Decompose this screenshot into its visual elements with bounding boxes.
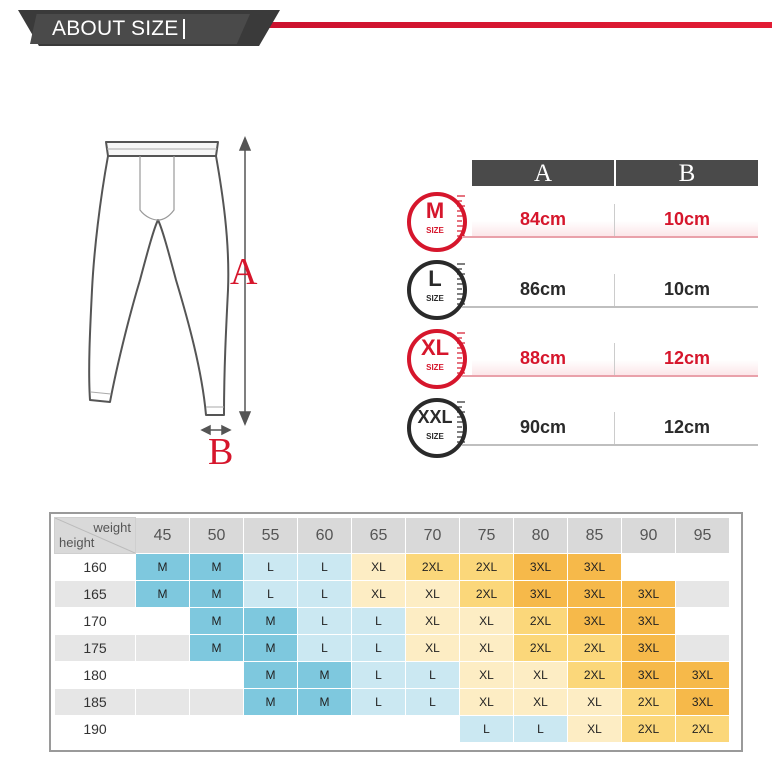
- measurement-a-value: 90cm: [519, 417, 567, 437]
- size-cell: M: [190, 635, 244, 662]
- size-cell: L: [298, 608, 352, 635]
- size-cell: XL: [352, 554, 406, 581]
- size-cell: 3XL: [568, 581, 622, 608]
- column-divider: [614, 204, 615, 236]
- row-underline: [462, 375, 758, 377]
- weight-header-cell: 90: [622, 518, 676, 554]
- weight-axis-label: weight: [93, 520, 131, 535]
- size-cell: L: [406, 662, 460, 689]
- measurement-row: [472, 339, 758, 377]
- size-cell: [676, 581, 730, 608]
- size-cell: 3XL: [676, 689, 730, 716]
- size-cell: [298, 716, 352, 743]
- size-cell: M: [190, 554, 244, 581]
- height-header-cell: 190: [55, 716, 136, 743]
- size-cell: 3XL: [568, 608, 622, 635]
- dimension-label-b: B: [208, 431, 234, 473]
- row-underline: [462, 236, 758, 238]
- measurement-header-a: A: [472, 160, 614, 186]
- size-badge-caption: SIZE: [426, 363, 444, 372]
- height-header-cell: 180: [55, 662, 136, 689]
- size-badge-caption: SIZE: [426, 432, 444, 441]
- size-chart-row: [55, 581, 730, 608]
- size-cell: XL: [568, 716, 622, 743]
- page-title: ABOUT SIZE: [52, 17, 179, 40]
- weight-header-cell: 80: [514, 518, 568, 554]
- row-underline: [462, 306, 758, 308]
- size-chart-row: [55, 662, 730, 689]
- size-cell: [136, 662, 190, 689]
- measurement-row: [472, 408, 758, 446]
- size-cell: [676, 608, 730, 635]
- size-cell: L: [298, 554, 352, 581]
- size-badge-letter: L: [428, 266, 442, 291]
- measurement-header-b: B: [616, 160, 758, 186]
- size-cell: L: [406, 689, 460, 716]
- size-cell: XL: [460, 608, 514, 635]
- size-badge: [405, 327, 467, 389]
- size-cell: 3XL: [676, 662, 730, 689]
- size-cell: M: [136, 554, 190, 581]
- size-badge-letter: XXL: [417, 407, 453, 427]
- size-cell: [352, 716, 406, 743]
- size-cell: L: [352, 662, 406, 689]
- size-cell: M: [136, 581, 190, 608]
- size-cell: L: [244, 554, 298, 581]
- size-cell: 2XL: [676, 716, 730, 743]
- size-chart: [54, 517, 730, 743]
- size-chart-row: [55, 689, 730, 716]
- size-cell: L: [460, 716, 514, 743]
- measurement-b-value: 10cm: [663, 209, 711, 229]
- column-divider: [614, 274, 615, 306]
- size-cell: 3XL: [514, 554, 568, 581]
- measurement-row: [472, 200, 758, 238]
- size-chart-row: [55, 554, 730, 581]
- measurement-row: [472, 270, 758, 308]
- size-chart-row: [55, 608, 730, 635]
- size-cell: 3XL: [622, 635, 676, 662]
- height-header-cell: 185: [55, 689, 136, 716]
- weight-header-cell: 50: [190, 518, 244, 554]
- size-cell: [136, 716, 190, 743]
- size-cell: 2XL: [568, 662, 622, 689]
- size-cell: M: [244, 689, 298, 716]
- size-cell: M: [244, 635, 298, 662]
- height-header-cell: 175: [55, 635, 136, 662]
- size-badge: [405, 190, 467, 252]
- size-badge-caption: SIZE: [426, 226, 444, 235]
- weight-header-cell: 65: [352, 518, 406, 554]
- size-cell: XL: [406, 581, 460, 608]
- row-underline: [462, 444, 758, 446]
- size-cell: XL: [460, 662, 514, 689]
- column-divider: [614, 412, 615, 444]
- size-cell: [136, 635, 190, 662]
- size-badge-letter: M: [425, 198, 445, 223]
- size-cell: XL: [514, 689, 568, 716]
- weight-header-cell: 75: [460, 518, 514, 554]
- size-cell: 3XL: [568, 554, 622, 581]
- size-chart-row: [55, 635, 730, 662]
- size-cell: M: [190, 608, 244, 635]
- column-divider: [614, 343, 615, 375]
- size-chart-header-row: [55, 518, 730, 554]
- measurement-a-value: 86cm: [519, 279, 567, 299]
- size-cell: L: [352, 689, 406, 716]
- size-cell: M: [244, 662, 298, 689]
- size-badge-caption: SIZE: [426, 294, 444, 303]
- size-cell: XL: [568, 689, 622, 716]
- measurement-b-value: 12cm: [663, 417, 711, 437]
- size-cell: 2XL: [460, 581, 514, 608]
- title-separator: [183, 19, 185, 39]
- weight-header-cell: 45: [136, 518, 190, 554]
- height-header-cell: 170: [55, 608, 136, 635]
- size-cell: 2XL: [622, 689, 676, 716]
- size-chart-row: [55, 716, 730, 743]
- size-cell: L: [298, 581, 352, 608]
- size-cell: L: [352, 608, 406, 635]
- size-cell: XL: [460, 635, 514, 662]
- size-badge-letter: XL: [420, 335, 450, 360]
- size-cell: L: [514, 716, 568, 743]
- size-cell: 3XL: [622, 662, 676, 689]
- weight-header-cell: 60: [298, 518, 352, 554]
- size-chart-corner: [55, 518, 136, 554]
- size-cell: 2XL: [622, 716, 676, 743]
- weight-header-cell: 70: [406, 518, 460, 554]
- measurement-b-value: 12cm: [663, 348, 711, 368]
- size-cell: 2XL: [568, 635, 622, 662]
- weight-header-cell: 95: [676, 518, 730, 554]
- height-header-cell: 165: [55, 581, 136, 608]
- size-cell: [622, 554, 676, 581]
- size-cell: XL: [352, 581, 406, 608]
- size-cell: XL: [406, 608, 460, 635]
- size-cell: 3XL: [622, 581, 676, 608]
- measurement-a-value: 84cm: [519, 209, 567, 229]
- weight-header-cell: 55: [244, 518, 298, 554]
- size-cell: 2XL: [460, 554, 514, 581]
- measurement-a-value: 88cm: [519, 348, 567, 368]
- size-cell: [676, 554, 730, 581]
- weight-header-cell: 85: [568, 518, 622, 554]
- size-cell: 2XL: [406, 554, 460, 581]
- size-cell: M: [244, 608, 298, 635]
- height-header-cell: 160: [55, 554, 136, 581]
- size-cell: [190, 662, 244, 689]
- size-cell: L: [298, 635, 352, 662]
- size-cell: 2XL: [514, 635, 568, 662]
- size-cell: 3XL: [622, 608, 676, 635]
- size-cell: [406, 716, 460, 743]
- size-badge: [405, 258, 467, 320]
- size-cell: 3XL: [514, 581, 568, 608]
- size-cell: M: [298, 662, 352, 689]
- size-cell: XL: [514, 662, 568, 689]
- size-cell: [190, 716, 244, 743]
- size-cell: [136, 689, 190, 716]
- size-cell: XL: [460, 689, 514, 716]
- height-axis-label: height: [59, 535, 95, 550]
- size-cell: [676, 635, 730, 662]
- size-cell: [190, 689, 244, 716]
- size-badge: [405, 396, 467, 458]
- size-cell: L: [352, 635, 406, 662]
- dimension-label-a: A: [230, 251, 258, 293]
- size-cell: [244, 716, 298, 743]
- size-cell: M: [298, 689, 352, 716]
- size-cell: XL: [406, 635, 460, 662]
- size-cell: 2XL: [514, 608, 568, 635]
- size-cell: M: [190, 581, 244, 608]
- size-cell: [136, 608, 190, 635]
- size-cell: L: [244, 581, 298, 608]
- measurement-b-value: 10cm: [663, 279, 711, 299]
